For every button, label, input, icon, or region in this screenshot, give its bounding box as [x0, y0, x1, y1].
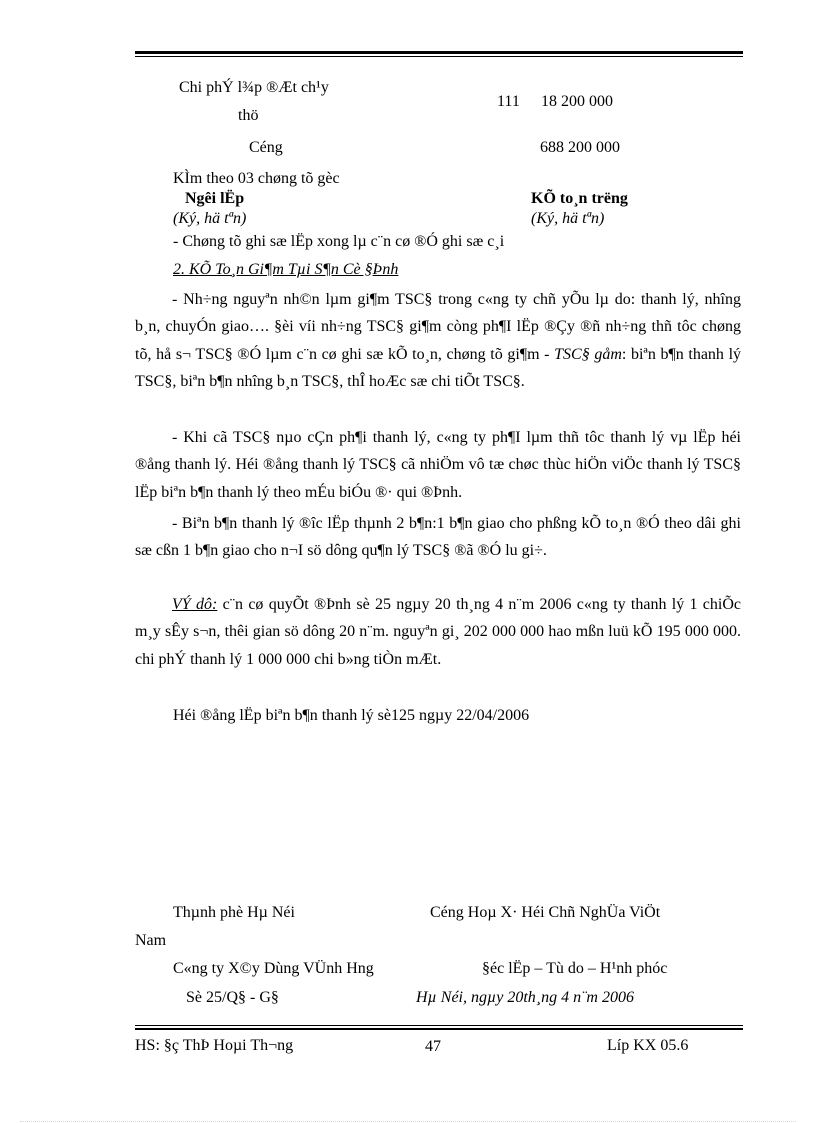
attachment-note: KÌm theo 03 chøng tõ gèc	[173, 170, 340, 187]
accountant-label: KÕ to¸n trëng	[531, 190, 628, 207]
total-amount: 688 200 000	[540, 139, 620, 156]
ledger-desc-line2: thö	[238, 107, 259, 124]
ledger-account: 111	[497, 93, 520, 110]
paragraph-reasons-italic: TSC§ gåm	[554, 345, 622, 363]
paragraph-reasons-text-a: - Nh÷ng nguyªn nh©n lµm gi¶m TSC§ trong c«ng ty chñ yÕu lµ do: thanh lý, nhîng b¸n, chuyÓn giao…. §èi víi nh÷ng TSC§ gi¶m còng ph¶I lËp ®Çy ®ñ nh÷ng thñ tôc chøng tõ, hå s¬ TSC§ ®Ó lµm c¨n cø ghi sæ kÕ to¸n, chøng tõ gi¶m -	[135, 291, 741, 363]
total-label: Céng	[249, 139, 283, 156]
maker-signature-hint: (Ký, hä tªn)	[173, 210, 247, 227]
city-name: Thµnh phè Hµ Néi	[173, 904, 295, 921]
paragraph-reasons-text-b: : biªn b¶n thanh lý TSC§, biªn b¶n nhîng b¸n TSC§, thÎ hoÆc sæ chi tiÕt TSC§.	[135, 345, 742, 390]
example-text: c¨n cø quyÕt ®Þnh sè 25 ngµy 20 th¸ng 4 n¨m 2006 c«ng ty thanh lý 1 chiÕc m¸y sÊy s¬n, thêi gian sö dông 20 n¨m. nguyªn gi¸ 202 000 000 hao mßn luü kÕ 195 000 000. chi phÝ thanh lý 1 000 000 chi b»ng tiÒn mÆt.	[135, 596, 742, 668]
section-heading: 2. KÕ To¸n Gi¶m Tµi S¶n Cè §Þnh	[173, 261, 399, 278]
ledger-amount: 18 200 000	[541, 93, 613, 110]
header-rule-thin	[135, 56, 743, 57]
footer-class: Líp KX 05.6	[607, 1037, 689, 1054]
maker-label: Ngêi lËp	[185, 190, 245, 207]
footer-rule-thick	[135, 1028, 743, 1030]
posting-note: - Chøng tõ ghi sæ lËp xong lµ c¨n cø ®Ó ghi sæ c¸i	[173, 233, 505, 250]
paragraph-minutes: - Biªn b¶n thanh lý ®îc lËp thµnh 2 b¶n:1 b¶n giao cho phßng kÕ to¸n ®Ó theo dâi ghi sæ cßn 1 b¶n giao cho n¬I sö dông qu¶n lý TSC§ ®ã ®Ó lu gi÷.	[135, 515, 741, 560]
page-bottom-edge	[20, 1121, 796, 1122]
accountant-signature-hint: (Ký, hä tªn)	[531, 210, 605, 227]
ledger-desc-line1: Chi phÝ l¾p ®Æt ch¹y	[179, 79, 329, 96]
republic-title-cont: Nam	[135, 932, 167, 949]
header-rule-thick	[135, 51, 743, 54]
paragraph-liquidation: - Khi cã TSC§ nµo cÇn ph¶i thanh lý, c«ng ty ph¶I lµm thñ tôc thanh lý vµ lËp héi ®ång thanh lý. Héi ®ång thanh lý TSC§ cã nhiÖm vô tæ chøc thùc hiÖn viÖc thanh lý TSC§ lËp biªn b¶n thanh lý theo mÉu biÓu ®· qui ®Þnh.	[135, 429, 741, 501]
paragraph-council: Héi ®ång lËp biªn b¶n thanh lý sè125 ngµy 22/04/2006	[173, 707, 530, 724]
paragraph-reasons	[135, 286, 741, 395]
page-number: 47	[425, 1038, 441, 1055]
republic-title: Céng Hoµ X· Héi Chñ NghÜa ViÖt	[430, 904, 661, 921]
example-label: VÝ dô:	[172, 596, 218, 613]
national-motto: §éc lËp – Tù do – H¹nh phóc	[482, 960, 668, 977]
footer-student: HS: §ç ThÞ Hoµi Th¬ng	[135, 1037, 294, 1054]
company-name: C«ng ty X©y Dùng VÜnh Hng	[173, 960, 374, 977]
decision-date: Hµ Néi, ngµy 20th¸ng 4 n¨m 2006	[416, 989, 634, 1006]
decision-number: Sè 25/Q§ - G§	[186, 989, 279, 1006]
paragraph-example	[135, 591, 741, 673]
footer-rule-thin	[135, 1025, 743, 1026]
